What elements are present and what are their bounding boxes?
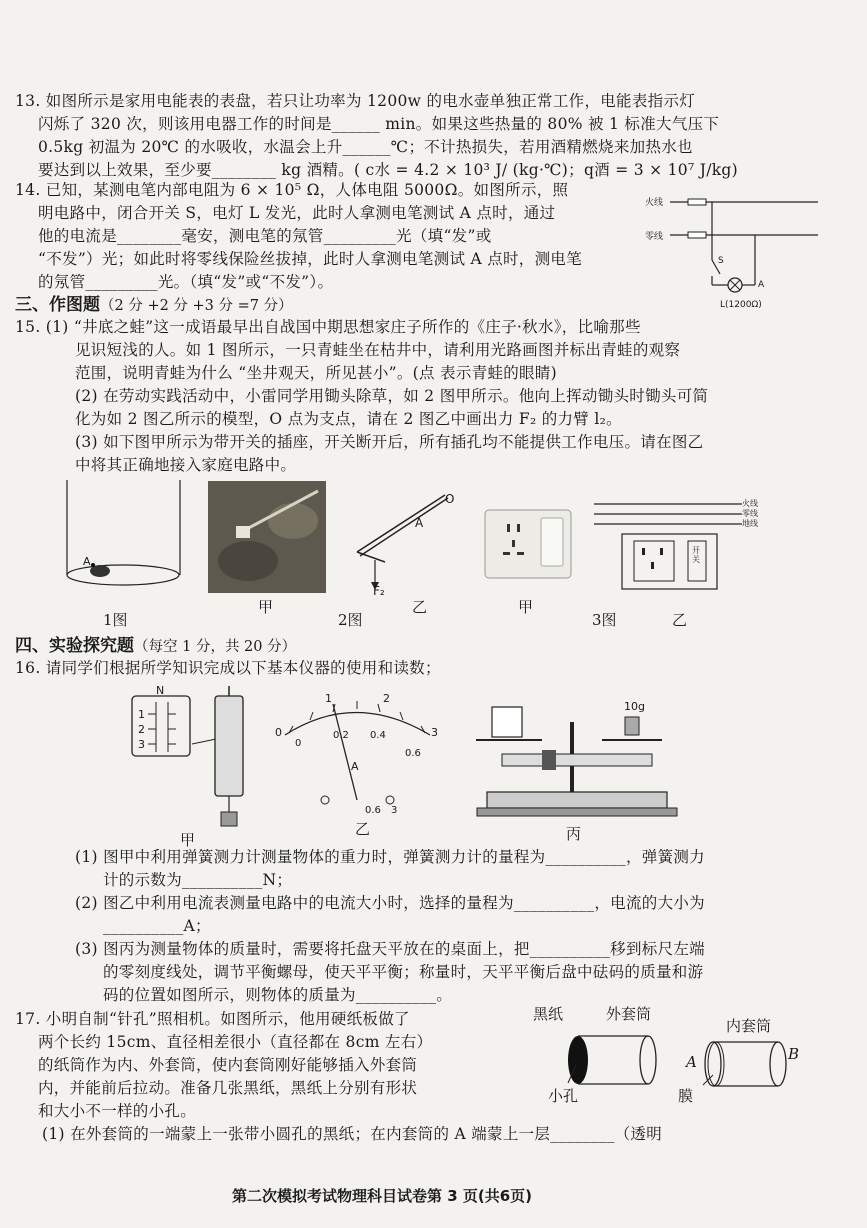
- inner-tube-label: 内套筒: [726, 1017, 772, 1035]
- caption-q16-c: 丙: [566, 825, 582, 843]
- force-f2-label: F₂: [373, 584, 385, 598]
- spring-num-1: 1: [138, 708, 145, 721]
- q15-line-6: (3) 如下图甲所示为带开关的插座，开关断开后，所有插孔均不能提供工作电压。请在图乙: [75, 433, 704, 451]
- section-4-heading: [15, 636, 296, 657]
- caption-figure-3-b: 乙: [672, 611, 688, 629]
- q13-line-4: 要达到以上效果，至少要________ kg 酒精。( c水 = 4.2 × 10³ J/ (kg·℃)；q酒 = 3 × 10⁷ J/kg): [38, 161, 738, 179]
- section-4-score: （每空 1 分，共 20 分）: [134, 639, 297, 655]
- ammeter-bottom-3: 0.6: [405, 748, 421, 759]
- q17-line-4: 内，并能前后拉动。准备几张黑纸，黑纸上分别有形状: [38, 1079, 418, 1097]
- caption-figure-1: 1图: [103, 611, 128, 629]
- outer-tube-label: 外套筒: [606, 1005, 652, 1023]
- q16-line-3: (2) 图乙中利用电流表测量电路中的电流大小时，选择的量程为__________，电流的大小为: [75, 894, 705, 912]
- section-3-title: 三、作图题: [15, 295, 100, 315]
- caption-q16-a: 甲: [180, 831, 196, 849]
- frog-eye-label: A: [83, 555, 91, 568]
- black-paper-label: 黑纸: [533, 1005, 564, 1023]
- caption-figure-3-a: 甲: [518, 598, 534, 616]
- q15-line-5: 化为如 2 图乙所示的模型，O 点为支点，请在 2 图乙中画出力 F₂ 的力臂 l₂。: [75, 410, 622, 428]
- ground-wire-label-3: 地线: [742, 519, 758, 528]
- caption-figure-2: 2图: [338, 611, 363, 629]
- ammeter-bottom-2: 0.4: [370, 730, 386, 741]
- spring-num-3: 3: [138, 738, 145, 751]
- live-wire-label-3: 火线: [742, 499, 758, 508]
- q13-line-1: 13. 如图所示是家用电能表的表盘，若只让功率为 1200w 的电水壶单独正常工作，电能表指示灯: [15, 92, 696, 110]
- q14-line-5: 的氖管_________光。（填“发”或“不发”）。: [38, 273, 334, 291]
- section-3-heading: [15, 295, 293, 316]
- q15-line-2: 见识短浅的人。如 1 图所示，一只青蛙坐在枯井中，请利用光路画图并标出青蛙的观察: [75, 341, 681, 359]
- pivot-o-label: O: [445, 492, 455, 506]
- section-3-score: （2 分 +2 分 +3 分 =7 分）: [100, 298, 293, 314]
- caption-figure-2-a: 甲: [258, 598, 274, 616]
- caption-q16-b: 乙: [355, 820, 371, 838]
- q15-line-7: 中将其正确地接入家庭电路中。: [75, 456, 297, 474]
- end-b-label: B: [788, 1045, 800, 1063]
- weight-label: 10g: [624, 700, 645, 713]
- q13-line-2: 闪烁了 320 次，则该用电器工作的时间是______ min。如果这些热量的 80% 被 1 标准大气压下: [38, 115, 720, 133]
- hoe-photo: [208, 481, 326, 593]
- q16-line-7: 码的位置如图所示，则物体的质量为__________。: [103, 986, 453, 1004]
- ammeter-top-3: 3: [431, 726, 438, 739]
- live-wire-label: 火线: [645, 198, 664, 208]
- film-label: 膜: [678, 1087, 694, 1105]
- q17-line-1: 17. 小明自制“针孔”照相机。如图所示，他用硬纸板做了: [15, 1010, 410, 1028]
- spring-unit-label: N: [156, 684, 165, 697]
- point-a-hoe-label: A: [415, 516, 424, 530]
- ammeter-top-2: 2: [383, 692, 390, 705]
- q16-line-4: __________A；: [103, 917, 211, 935]
- balance-figure: [462, 692, 684, 822]
- q16-line-2: 计的示数为__________N；: [103, 871, 293, 889]
- q15-line-4: (2) 在劳动实践活动中，小雷同学用锄头除草，如 2 图甲所示。他向上挥动锄头时锄头可简: [75, 387, 709, 405]
- socket-photo: [483, 508, 573, 580]
- q15-line-1: 15. (1) “井底之蛙”这一成语最早出自战国中期思想家庄子所作的《庄子·秋水》，比喻那些: [15, 318, 641, 336]
- q14-line-2: 明电路中，闭合开关 S，电灯 L 发光，此时人拿测电笔测试 A 点时，通过: [38, 204, 556, 222]
- q14-line-1: 14. 已知，某测电笔内部电阻为 6 × 10⁵ Ω，人体电阻 5000Ω。如图所示，照: [15, 181, 569, 199]
- q13-line-3: 0.5kg 初温为 20℃ 的水吸收，水温会上升______℃；不计热损失，若用酒精燃烧来加热水也: [38, 138, 693, 156]
- q16-line-6: 的零刻度线处，调节平衡螺母，使天平平衡；称量时，天平平衡后盘中砝码的质量和游: [103, 963, 704, 981]
- q16-intro: 16. 请同学们根据所学知识完成以下基本仪器的使用和读数；: [15, 659, 441, 677]
- spring-num-2: 2: [138, 723, 145, 736]
- switch-box-label: 开关: [692, 546, 700, 564]
- ammeter-terminal-3: 3: [391, 805, 398, 816]
- pinhole-label: 小孔: [548, 1087, 579, 1105]
- q16-line-5: (3) 图丙为测量物体的质量时，需要将托盘天平放在的桌面上，把__________移到标尺左端: [75, 940, 705, 958]
- q17-line-3: 的纸筒作为内、外套筒，使内套筒刚好能够插入外套筒: [38, 1056, 418, 1074]
- caption-figure-2-b: 乙: [412, 598, 428, 616]
- page-footer: 第二次模拟考试物理科目试卷第 3 页(共6页): [232, 1187, 533, 1205]
- ammeter-bottom-0: 0: [295, 738, 302, 749]
- point-a-label: A: [758, 280, 765, 290]
- ammeter-unit-label: A: [351, 760, 359, 773]
- q17-line-2: 两个长约 15cm、直径相差很小（直径都在 8cm 左右）: [38, 1033, 433, 1051]
- ammeter-top-1: 1: [325, 692, 332, 705]
- q15-line-3: 范围，说明青蛙为什么 “坐井观天，所见甚小”。(点 表示青蛙的眼睛): [75, 364, 557, 382]
- switch-label: S: [718, 256, 724, 266]
- q14-circuit-diagram: [640, 190, 820, 320]
- q17-line-5: 和大小不一样的小孔。: [38, 1102, 197, 1120]
- spring-scale-figure: [130, 684, 260, 829]
- socket-wiring-diagram: [592, 496, 767, 596]
- hoe-lever-model: [345, 490, 465, 600]
- end-a-label: A: [686, 1053, 697, 1071]
- ammeter-terminal-06: 0.6: [365, 805, 381, 816]
- ammeter-top-0: 0: [275, 726, 282, 739]
- q14-line-4: “不发”）光；如此时将零线保险丝拔掉，此时人拿测电笔测试 A 点时，测电笔: [38, 250, 582, 268]
- q17-line-6: (1) 在外套筒的一端蒙上一张带小圆孔的黑纸；在内套筒的 A 端蒙上一层________（透明: [42, 1125, 663, 1143]
- ammeter-bottom-1: 0.2: [333, 730, 349, 741]
- pinhole-camera-figure: [528, 1005, 818, 1113]
- ammeter-figure: [265, 690, 445, 820]
- figure-1-well: [55, 475, 195, 595]
- q16-line-1: (1) 图甲中利用弹簧测力计测量物体的重力时，弹簧测力计的量程为__________，弹簧测力: [75, 848, 705, 866]
- q14-line-3: 他的电流是________毫安，测电笔的氖管_________光（填“发”或: [38, 227, 492, 245]
- neutral-wire-label-3: 零线: [742, 509, 758, 518]
- neutral-wire-label: 零线: [645, 232, 664, 242]
- caption-figure-3: 3图: [592, 611, 617, 629]
- section-4-title: 四、实验探究题: [15, 636, 134, 656]
- lamp-label: L(1200Ω): [720, 300, 762, 310]
